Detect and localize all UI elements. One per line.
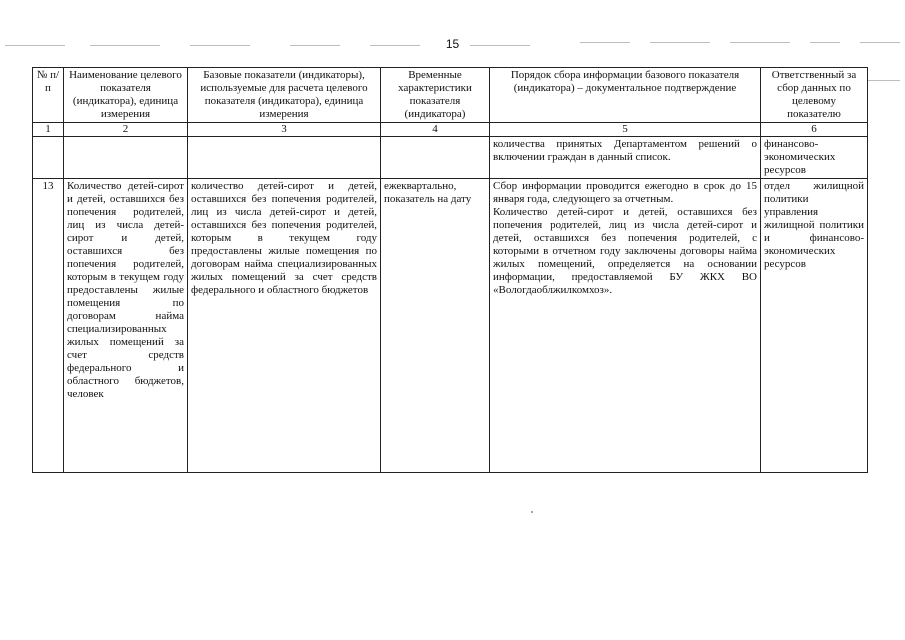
scan-line: [470, 45, 530, 46]
column-number: 1: [33, 123, 64, 137]
header-base: Базовые показатели (индикаторы), используемые для расчета целевого показателя (индикатора), единица измерения: [188, 68, 381, 123]
cell-empty: [381, 137, 490, 179]
scan-line: [90, 45, 160, 46]
scan-line: [5, 45, 65, 46]
indicator-table: [32, 67, 868, 473]
scan-line: [290, 45, 340, 46]
cell-responsible: финансово-экономических ресурсов: [761, 137, 868, 179]
cell-empty: [64, 137, 188, 179]
cell-empty: [188, 137, 381, 179]
scan-dot: [531, 511, 533, 513]
header-time: Временные характеристики показателя (индикатора): [381, 68, 490, 123]
column-number: 3: [188, 123, 381, 137]
cell-procedure: [490, 179, 761, 473]
scan-line: [868, 80, 900, 81]
cell-empty: [33, 137, 64, 179]
column-number: 5: [490, 123, 761, 137]
column-number-row: [33, 123, 868, 137]
table-row: [33, 179, 868, 473]
column-number: 4: [381, 123, 490, 137]
procedure-paragraph: Количество детей-сирот и детей, оставшихся без попечения родителей, лиц из числа детей-сирот и детей, оставшихся без попечения родителей, с которыми в отчетном году заключены договоры найма жилых помещений, определяется на основании информации, предоставляемой БУ ЖКХ ВО «Вологдаоблжилкомхоз».: [493, 206, 757, 296]
scan-line: [190, 45, 250, 46]
scan-line: [730, 42, 790, 43]
header-procedure: Порядок сбора информации базового показателя (индикатора) – документальное подтверждение: [490, 68, 761, 123]
cell-num: 13: [33, 179, 64, 473]
cell-responsible: отдел жилищной политики управления жилищной политики и финансово-экономических ресурсов: [761, 179, 868, 473]
header-responsible: Ответственный за сбор данных по целевому показателю: [761, 68, 868, 123]
cell-base: количество детей-сирот и детей, оставшихся без попечения родителей, лиц из числа детей-сирот и детей, оставшихся без попечения родителей, которым в текущем году предоставлены жилые помещения по договорам найма специализированных жилых помещений за счет средств федерального и областного бюджетов: [188, 179, 381, 473]
scan-line: [860, 42, 900, 43]
column-number: 2: [64, 123, 188, 137]
column-number: 6: [761, 123, 868, 137]
table-row-continuation: [33, 137, 868, 179]
page-number: 15: [445, 37, 460, 51]
scan-line: [810, 42, 840, 43]
cell-time: ежеквартально, показатель на дату: [381, 179, 490, 473]
header-num: № п/п: [33, 68, 64, 123]
cell-procedure: количества принятых Департаментом решений о включении граждан в данный список.: [490, 137, 761, 179]
scan-line: [580, 42, 630, 43]
scan-line: [370, 45, 420, 46]
table-header-row: [33, 68, 868, 123]
procedure-paragraph: Сбор информации проводится ежегодно в срок до 15 января года, следующего за отчетным.: [493, 180, 757, 205]
header-name: Наименование целевого показателя (индикатора), единица измерения: [64, 68, 188, 123]
cell-name: Количество детей-сирот и детей, оставшихся без попечения родителей, лиц из числа детей-сирот и детей, оставшихся без попечения родителей, которым в текущем году предоставлены жилые помещения по договорам найма специализированных жилых помещений за счет средств федерального и областного бюджетов, человек: [64, 179, 188, 473]
scan-line: [650, 42, 710, 43]
